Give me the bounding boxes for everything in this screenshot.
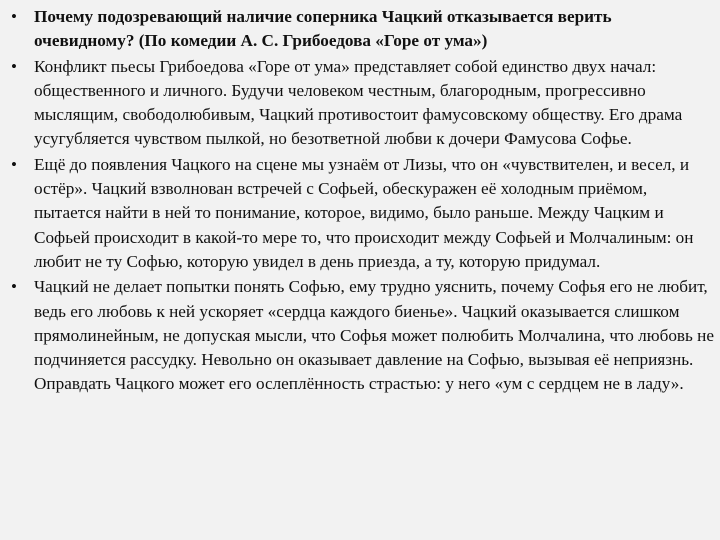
question-heading: Почему подозревающий наличие соперника Чацкий отказывается верить очевидному? (По комедии А. С. Грибоедова «Горе от ума») xyxy=(34,7,612,51)
bullet-list xyxy=(7,5,715,398)
bullet-icon: • xyxy=(11,277,17,297)
bullet-item-understanding xyxy=(7,275,715,396)
bullet-item-conflict xyxy=(7,55,715,152)
paragraph-conflict: Конфликт пьесы Грибоедова «Горе от ума» представляет собой единство двух начал: общественного и личного. Будучи человеком честным, благородным, прогрессивно мыслящим, свободолюбивым, Чацкий противостоит фамусовскому обществу. Его драма усугубляется чувством пылкой, но безответной любви к дочери Фамусова Софье. xyxy=(34,56,683,149)
paragraph-liza: Ещё до появления Чацкого на сцене мы узнаём от Лизы, что он «чувствителен, и весел, и остёр». Чацкий взволнован встречей с Софьей, обескуражен её холодным приёмом, пытается найти в ней то понимание, которое, видимо, было раньше. Между Чацким и Софьей происходит в какой-то мере то, что происходит между Софьей и Молчалиным: он любит не ту Софью, которую увидел в день приезда, а ту, которую придумал. xyxy=(34,154,694,271)
paragraph-understanding: Чацкий не делает попытки понять Софью, ему трудно уяснить, почему Софья его не любит, ведь его любовь к ней ускоряет «сердца каждого биенье». Чацкий оказывается слишком прямолинейным, не допуская мысли, что Софья может полюбить Молчалина, что любовь не подчиняется рассудку. Невольно он оказывает давление на Софью, вызывая её неприязнь. Оправдать Чацкого может его ослеплённость страстью: у него «ум с сердцем не в ладу». xyxy=(34,277,715,394)
bullet-item-liza xyxy=(7,153,715,274)
bullet-item-question xyxy=(7,5,715,54)
bullet-icon: • xyxy=(11,56,17,76)
bullet-icon: • xyxy=(11,7,17,26)
bullet-icon: • xyxy=(11,154,17,174)
